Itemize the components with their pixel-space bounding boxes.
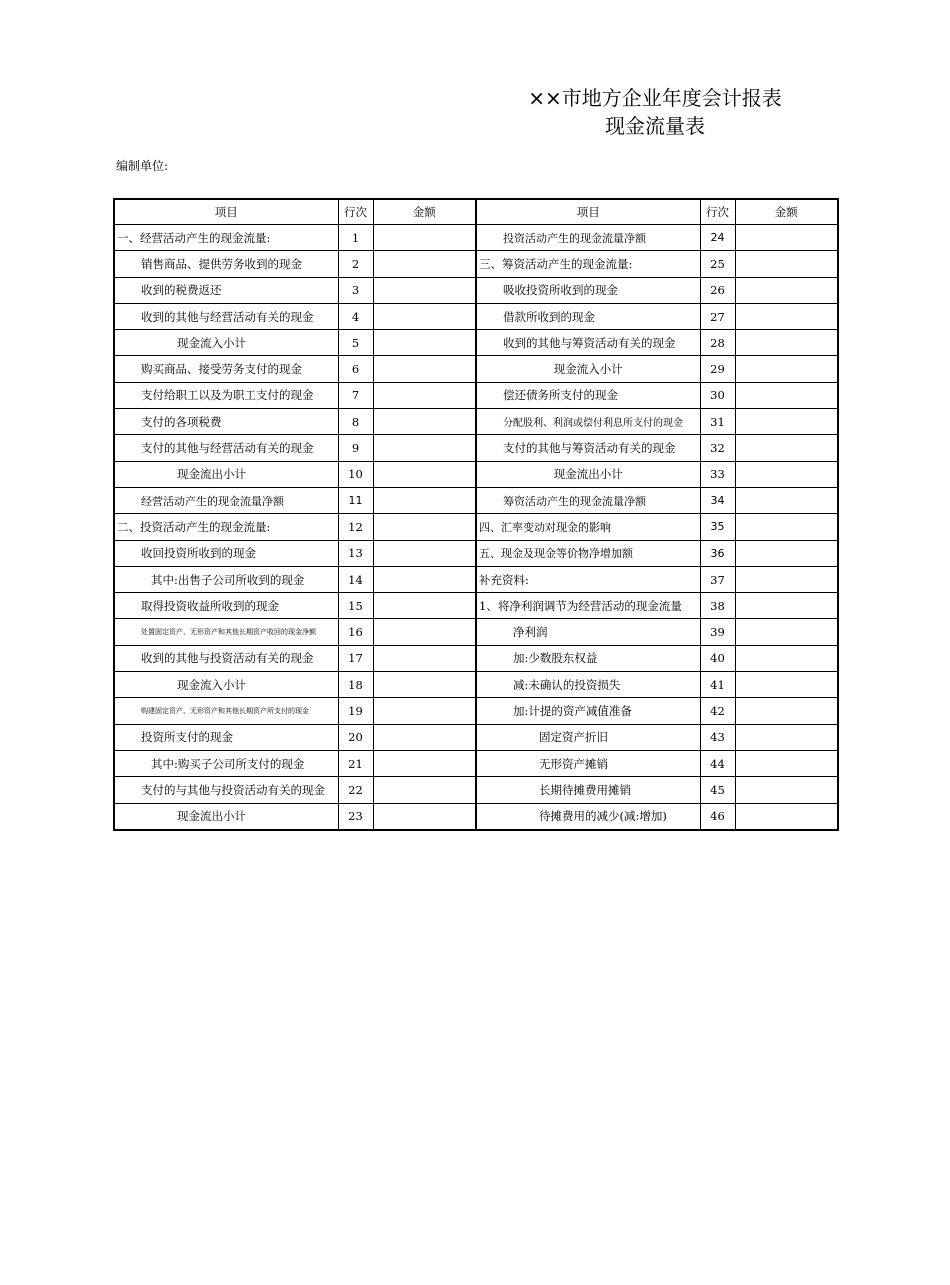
left-amount-cell bbox=[373, 672, 476, 698]
right-row-number-cell: 43 bbox=[700, 724, 735, 750]
left-item-cell: 收回投资所收到的现金 bbox=[114, 540, 338, 566]
right-amount-cell bbox=[735, 303, 838, 329]
table-row bbox=[114, 435, 838, 461]
right-row-number-cell: 34 bbox=[700, 487, 735, 513]
left-item-cell: 处置固定资产、无形资产和其他长期资产收回的现金净额 bbox=[114, 619, 338, 645]
left-amount-cell bbox=[373, 251, 476, 277]
right-amount-cell bbox=[735, 619, 838, 645]
left-item-cell: 投资所支付的现金 bbox=[114, 724, 338, 750]
col-header-item-left: 项目 bbox=[114, 199, 338, 225]
right-row-number-cell: 41 bbox=[700, 672, 735, 698]
table-header-row bbox=[114, 199, 838, 225]
col-header-row-no-right: 行次 bbox=[700, 199, 735, 225]
right-item-cell: 补充资料: bbox=[476, 566, 700, 592]
left-row-number-cell: 23 bbox=[338, 803, 373, 830]
left-amount-cell bbox=[373, 593, 476, 619]
left-item-cell: 购建固定资产、无形资产和其他长期资产所支付的现金 bbox=[114, 698, 338, 724]
table-row bbox=[114, 225, 838, 251]
left-row-number-cell: 16 bbox=[338, 619, 373, 645]
right-row-number-cell: 38 bbox=[700, 593, 735, 619]
table-row bbox=[114, 382, 838, 408]
left-amount-cell bbox=[373, 777, 476, 803]
left-item-cell: 经营活动产生的现金流量净额 bbox=[114, 487, 338, 513]
table-row bbox=[114, 803, 838, 830]
left-item-cell: 现金流入小计 bbox=[114, 672, 338, 698]
col-header-amount-right: 金额 bbox=[735, 199, 838, 225]
table-row bbox=[114, 461, 838, 487]
cash-flow-table bbox=[113, 198, 839, 831]
right-amount-cell bbox=[735, 225, 838, 251]
left-item-cell: 取得投资收益所收到的现金 bbox=[114, 593, 338, 619]
left-amount-cell bbox=[373, 724, 476, 750]
left-amount-cell bbox=[373, 540, 476, 566]
right-item-cell: 待摊费用的减少(减:增加) bbox=[476, 803, 700, 830]
right-row-number-cell: 30 bbox=[700, 382, 735, 408]
left-item-cell: 二、投资活动产生的现金流量: bbox=[114, 514, 338, 540]
left-amount-cell bbox=[373, 330, 476, 356]
left-row-number-cell: 22 bbox=[338, 777, 373, 803]
right-amount-cell bbox=[735, 435, 838, 461]
right-item-cell: 减:未确认的投资损失 bbox=[476, 672, 700, 698]
right-item-cell: 吸收投资所收到的现金 bbox=[476, 277, 700, 303]
left-row-number-cell: 3 bbox=[338, 277, 373, 303]
left-amount-cell bbox=[373, 803, 476, 830]
left-item-cell: 其中:出售子公司所收到的现金 bbox=[114, 566, 338, 592]
table-row bbox=[114, 277, 838, 303]
right-item-cell: 加:少数股东权益 bbox=[476, 645, 700, 671]
left-row-number-cell: 7 bbox=[338, 382, 373, 408]
right-amount-cell bbox=[735, 277, 838, 303]
right-item-cell: 收到的其他与筹资活动有关的现金 bbox=[476, 330, 700, 356]
right-item-cell: 分配股利、利润或偿付利息所支付的现金 bbox=[476, 409, 700, 435]
left-item-cell: 现金流出小计 bbox=[114, 803, 338, 830]
right-amount-cell bbox=[735, 803, 838, 830]
table-row bbox=[114, 724, 838, 750]
table-row bbox=[114, 566, 838, 592]
right-row-number-cell: 27 bbox=[700, 303, 735, 329]
right-amount-cell bbox=[735, 514, 838, 540]
table-row bbox=[114, 619, 838, 645]
report-title: ××市地方企业年度会计报表 bbox=[528, 86, 782, 110]
right-row-number-cell: 28 bbox=[700, 330, 735, 356]
left-item-cell: 收到的其他与投资活动有关的现金 bbox=[114, 645, 338, 671]
right-row-number-cell: 42 bbox=[700, 698, 735, 724]
right-amount-cell bbox=[735, 330, 838, 356]
right-amount-cell bbox=[735, 777, 838, 803]
table-row bbox=[114, 698, 838, 724]
table-body bbox=[114, 225, 838, 830]
left-amount-cell bbox=[373, 461, 476, 487]
right-row-number-cell: 37 bbox=[700, 566, 735, 592]
right-amount-cell bbox=[735, 461, 838, 487]
right-row-number-cell: 24 bbox=[700, 225, 735, 251]
col-header-row-no-left: 行次 bbox=[338, 199, 373, 225]
left-row-number-cell: 4 bbox=[338, 303, 373, 329]
table-row bbox=[114, 330, 838, 356]
left-row-number-cell: 8 bbox=[338, 409, 373, 435]
right-item-cell: 借款所收到的现金 bbox=[476, 303, 700, 329]
left-item-cell: 支付的各项税费 bbox=[114, 409, 338, 435]
left-amount-cell bbox=[373, 409, 476, 435]
right-row-number-cell: 29 bbox=[700, 356, 735, 382]
table-row bbox=[114, 645, 838, 671]
right-amount-cell bbox=[735, 750, 838, 776]
right-item-cell: 现金流入小计 bbox=[476, 356, 700, 382]
right-amount-cell bbox=[735, 672, 838, 698]
left-row-number-cell: 19 bbox=[338, 698, 373, 724]
right-amount-cell bbox=[735, 356, 838, 382]
left-item-cell: 支付给职工以及为职工支付的现金 bbox=[114, 382, 338, 408]
right-item-cell: 加:计提的资产减值准备 bbox=[476, 698, 700, 724]
table-row bbox=[114, 750, 838, 776]
left-row-number-cell: 14 bbox=[338, 566, 373, 592]
left-row-number-cell: 21 bbox=[338, 750, 373, 776]
left-amount-cell bbox=[373, 750, 476, 776]
right-item-cell: 固定资产折旧 bbox=[476, 724, 700, 750]
right-item-cell: 五、现金及现金等价物净增加额 bbox=[476, 540, 700, 566]
left-item-cell: 现金流入小计 bbox=[114, 330, 338, 356]
left-item-cell: 支付的其他与经营活动有关的现金 bbox=[114, 435, 338, 461]
left-row-number-cell: 5 bbox=[338, 330, 373, 356]
right-item-cell: 支付的其他与筹资活动有关的现金 bbox=[476, 435, 700, 461]
right-item-cell: 筹资活动产生的现金流量净额 bbox=[476, 487, 700, 513]
compiling-unit-label: 编制单位: bbox=[116, 159, 169, 173]
left-row-number-cell: 13 bbox=[338, 540, 373, 566]
table-row bbox=[114, 514, 838, 540]
left-row-number-cell: 18 bbox=[338, 672, 373, 698]
right-row-number-cell: 31 bbox=[700, 409, 735, 435]
right-item-cell: 长期待摊费用摊销 bbox=[476, 777, 700, 803]
left-row-number-cell: 20 bbox=[338, 724, 373, 750]
left-item-cell: 一、经营活动产生的现金流量: bbox=[114, 225, 338, 251]
table-row bbox=[114, 487, 838, 513]
right-amount-cell bbox=[735, 487, 838, 513]
right-row-number-cell: 26 bbox=[700, 277, 735, 303]
left-row-number-cell: 15 bbox=[338, 593, 373, 619]
left-row-number-cell: 1 bbox=[338, 225, 373, 251]
table-row bbox=[114, 777, 838, 803]
left-amount-cell bbox=[373, 619, 476, 645]
table-row bbox=[114, 540, 838, 566]
left-amount-cell bbox=[373, 566, 476, 592]
right-amount-cell bbox=[735, 409, 838, 435]
left-item-cell: 销售商品、提供劳务收到的现金 bbox=[114, 251, 338, 277]
left-amount-cell bbox=[373, 277, 476, 303]
table-row bbox=[114, 251, 838, 277]
right-amount-cell bbox=[735, 382, 838, 408]
right-row-number-cell: 45 bbox=[700, 777, 735, 803]
right-item-cell: 无形资产摊销 bbox=[476, 750, 700, 776]
right-item-cell: 现金流出小计 bbox=[476, 461, 700, 487]
col-header-item-right: 项目 bbox=[476, 199, 700, 225]
right-item-cell: 1、将净利润调节为经营活动的现金流量 bbox=[476, 593, 700, 619]
left-amount-cell bbox=[373, 698, 476, 724]
left-row-number-cell: 17 bbox=[338, 645, 373, 671]
report-subtitle: 现金流量表 bbox=[605, 114, 705, 138]
table-row bbox=[114, 593, 838, 619]
right-row-number-cell: 33 bbox=[700, 461, 735, 487]
right-row-number-cell: 32 bbox=[700, 435, 735, 461]
right-amount-cell bbox=[735, 566, 838, 592]
left-row-number-cell: 6 bbox=[338, 356, 373, 382]
right-row-number-cell: 35 bbox=[700, 514, 735, 540]
right-item-cell: 投资活动产生的现金流量净额 bbox=[476, 225, 700, 251]
right-row-number-cell: 36 bbox=[700, 540, 735, 566]
left-item-cell: 收到的其他与经营活动有关的现金 bbox=[114, 303, 338, 329]
right-row-number-cell: 44 bbox=[700, 750, 735, 776]
right-row-number-cell: 40 bbox=[700, 645, 735, 671]
right-item-cell: 净利润 bbox=[476, 619, 700, 645]
left-item-cell: 购买商品、接受劳务支付的现金 bbox=[114, 356, 338, 382]
left-amount-cell bbox=[373, 382, 476, 408]
col-header-amount-left: 金额 bbox=[373, 199, 476, 225]
left-amount-cell bbox=[373, 645, 476, 671]
right-amount-cell bbox=[735, 698, 838, 724]
left-item-cell: 其中:购买子公司所支付的现金 bbox=[114, 750, 338, 776]
left-item-cell: 收到的税费返还 bbox=[114, 277, 338, 303]
left-item-cell: 支付的与其他与投资活动有关的现金 bbox=[114, 777, 338, 803]
right-row-number-cell: 39 bbox=[700, 619, 735, 645]
left-row-number-cell: 2 bbox=[338, 251, 373, 277]
table-row bbox=[114, 303, 838, 329]
left-amount-cell bbox=[373, 225, 476, 251]
left-amount-cell bbox=[373, 487, 476, 513]
left-amount-cell bbox=[373, 303, 476, 329]
right-item-cell: 四、汇率变动对现金的影响 bbox=[476, 514, 700, 540]
left-amount-cell bbox=[373, 514, 476, 540]
right-amount-cell bbox=[735, 645, 838, 671]
left-amount-cell bbox=[373, 356, 476, 382]
left-amount-cell bbox=[373, 435, 476, 461]
left-row-number-cell: 12 bbox=[338, 514, 373, 540]
left-row-number-cell: 10 bbox=[338, 461, 373, 487]
right-row-number-cell: 25 bbox=[700, 251, 735, 277]
right-amount-cell bbox=[735, 540, 838, 566]
left-item-cell: 现金流出小计 bbox=[114, 461, 338, 487]
right-amount-cell bbox=[735, 724, 838, 750]
right-amount-cell bbox=[735, 593, 838, 619]
table-row bbox=[114, 672, 838, 698]
left-row-number-cell: 11 bbox=[338, 487, 373, 513]
left-row-number-cell: 9 bbox=[338, 435, 373, 461]
table-row bbox=[114, 409, 838, 435]
table-row bbox=[114, 356, 838, 382]
right-amount-cell bbox=[735, 251, 838, 277]
right-item-cell: 偿还债务所支付的现金 bbox=[476, 382, 700, 408]
right-item-cell: 三、筹资活动产生的现金流量: bbox=[476, 251, 700, 277]
right-row-number-cell: 46 bbox=[700, 803, 735, 830]
